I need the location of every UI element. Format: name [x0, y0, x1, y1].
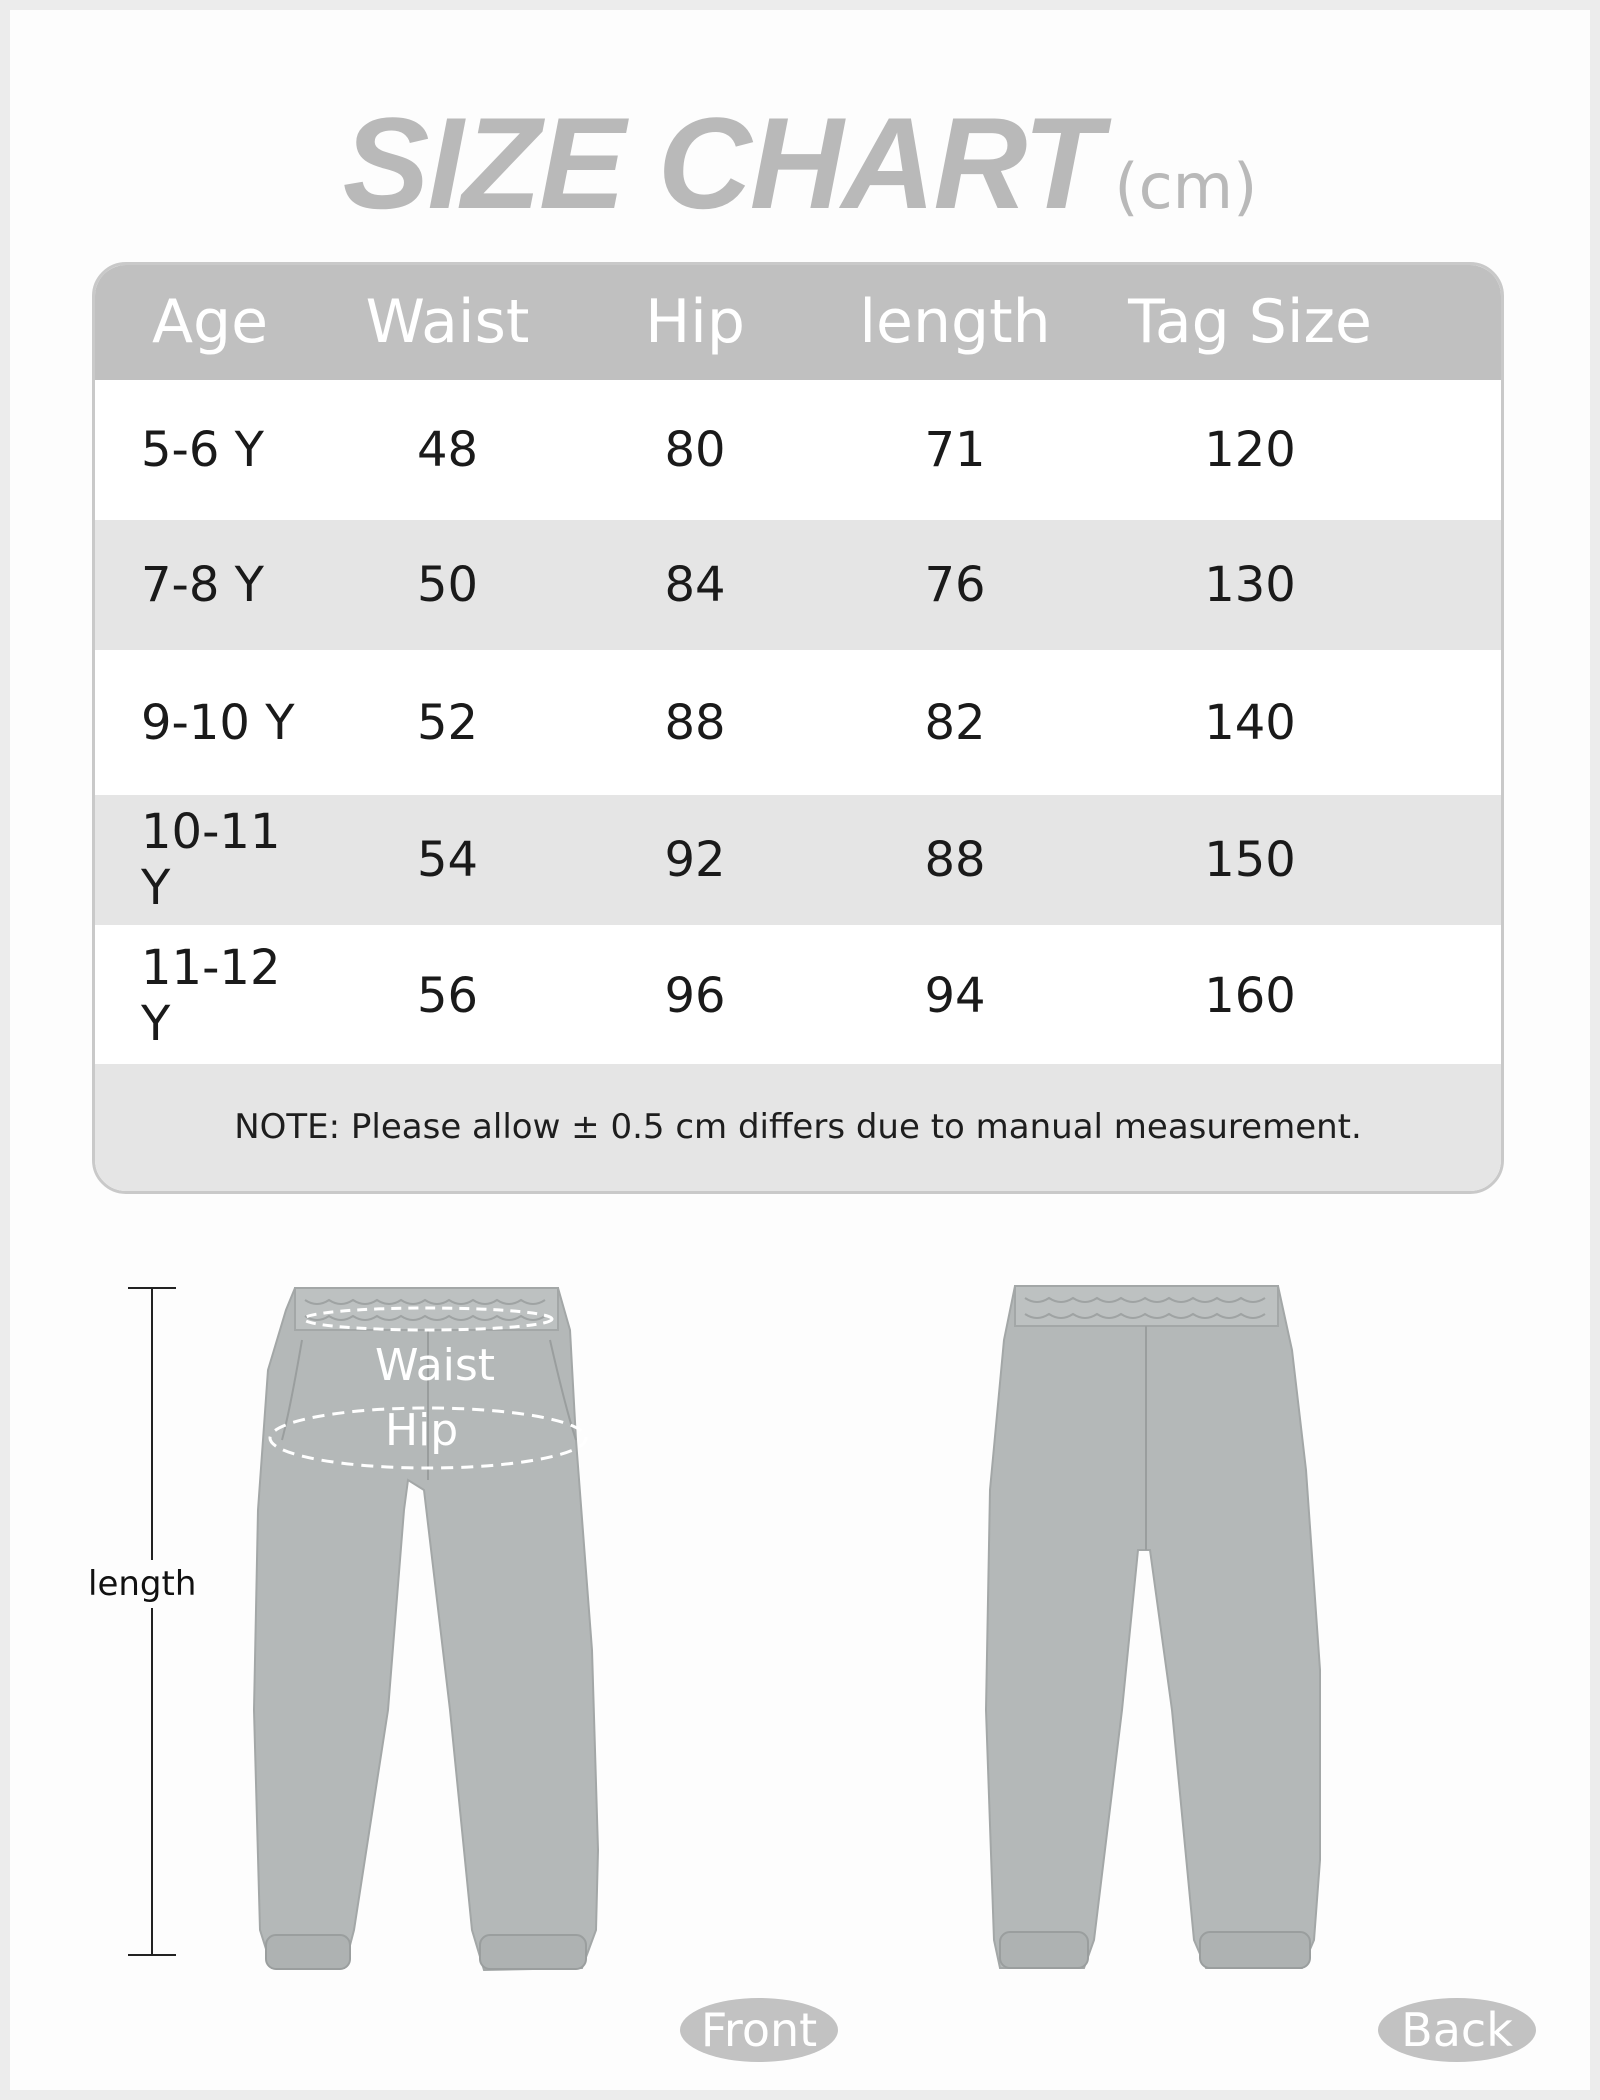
cell-waist: 56: [416, 968, 479, 1024]
measurement-note: NOTE: Please allow ± 0.5 cm differs due to manual measurement.: [95, 1064, 1501, 1191]
pants-figure: [10, 10, 1590, 2090]
cell-waist: 52: [416, 694, 479, 751]
hip-label: Hip: [385, 1405, 459, 1456]
cell-tag-size: 130: [1204, 557, 1296, 613]
cell-age: 10-11 Y: [141, 804, 281, 916]
front-label: Front: [680, 1998, 838, 2062]
header-age: Age: [151, 287, 269, 357]
header-tag-size: Tag Size: [1128, 287, 1372, 357]
cell-age: 9-10 Y: [141, 694, 295, 751]
cell-tag-size: 140: [1204, 694, 1296, 751]
cell-hip: 92: [664, 832, 726, 888]
header-hip: Hip: [645, 287, 745, 357]
back-label: Back: [1378, 1998, 1536, 2062]
cell-waist: 50: [416, 557, 479, 613]
size-chart-page: [10, 10, 1590, 2090]
cell-age: 5-6 Y: [141, 422, 264, 478]
length-ruler: [128, 1288, 176, 1955]
waist-label: Waist: [375, 1340, 496, 1391]
title-main: SIZE CHART: [342, 90, 1101, 236]
header-waist: Waist: [365, 287, 530, 357]
title-unit: (cm): [1114, 150, 1258, 223]
cell-tag-size: 160: [1204, 968, 1296, 1024]
back-pants-illustration: [986, 1286, 1320, 1968]
cell-tag-size: 150: [1204, 832, 1296, 888]
cell-hip: 88: [664, 694, 726, 751]
cell-waist: 48: [416, 422, 479, 478]
cell-length: 88: [924, 832, 986, 888]
length-label: length: [82, 1560, 202, 1608]
cell-hip: 80: [664, 422, 726, 478]
cell-age: 7-8 Y: [141, 557, 264, 613]
cell-hip: 84: [664, 557, 726, 613]
cell-length: 82: [924, 694, 986, 751]
header-length: length: [859, 287, 1051, 357]
cell-hip: 96: [664, 968, 726, 1024]
cell-waist: 54: [416, 832, 479, 888]
cell-age: 11-12 Y: [141, 940, 281, 1052]
cell-length: 71: [924, 422, 986, 478]
cell-length: 94: [924, 968, 986, 1024]
cell-length: 76: [924, 557, 986, 613]
cell-tag-size: 120: [1204, 422, 1296, 478]
